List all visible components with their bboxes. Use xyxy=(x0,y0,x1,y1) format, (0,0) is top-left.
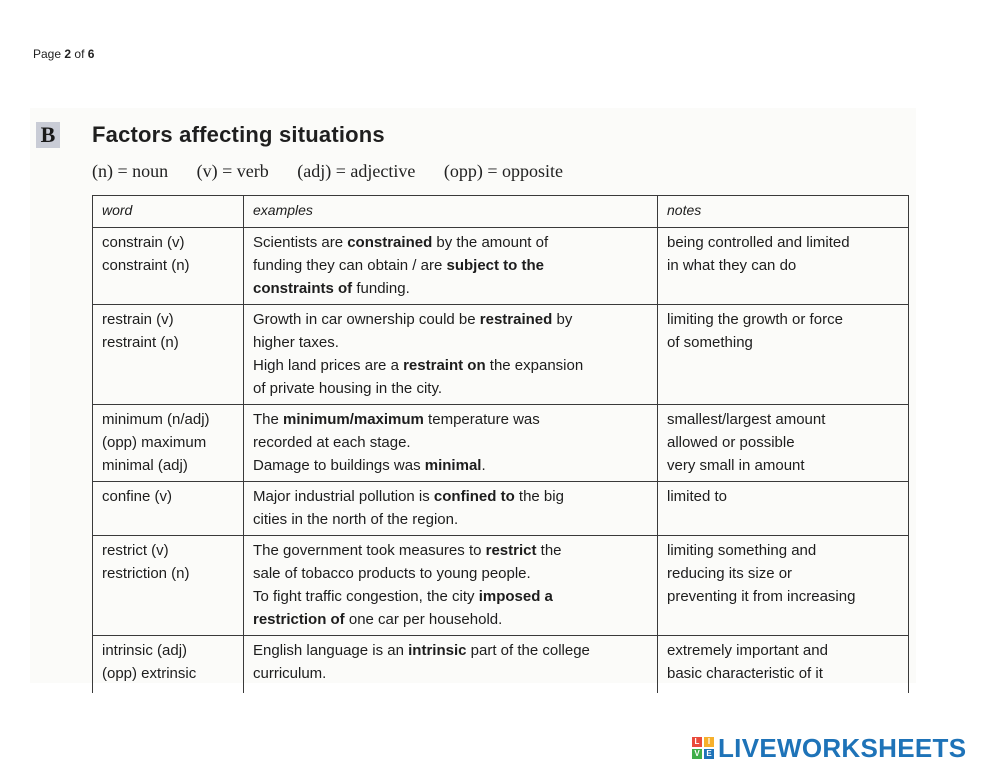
example-text: High land prices are a xyxy=(253,357,404,374)
logo-mark-tile: V xyxy=(692,749,702,759)
example-text: higher taxes. xyxy=(253,334,339,351)
example-text: Scientists are xyxy=(253,234,348,251)
word-line: confine (v) xyxy=(102,488,173,505)
word-line: (opp) extrinsic xyxy=(102,665,197,682)
word-line: restraint (n) xyxy=(102,334,179,351)
section-letter: B xyxy=(36,122,60,148)
header-word: word xyxy=(93,196,244,228)
example-text: The xyxy=(253,411,284,428)
note-line: extremely important and xyxy=(667,642,828,659)
word-cell xyxy=(93,405,244,482)
section-title: Factors affecting situations xyxy=(92,122,385,147)
table-body xyxy=(93,228,909,694)
word-cell xyxy=(93,228,244,305)
table-row xyxy=(93,636,909,694)
example-line xyxy=(253,377,648,400)
note-line: preventing it from increasing xyxy=(667,588,856,605)
note-line: smallest/largest amount xyxy=(667,411,826,428)
example-text: the xyxy=(536,542,562,559)
example-text: Damage to buildings was xyxy=(253,457,425,474)
legend-item: (n) = noun xyxy=(92,161,169,181)
example-line xyxy=(253,408,648,431)
example-line xyxy=(253,508,648,531)
example-text: . xyxy=(481,457,486,474)
word-line: (opp) maximum xyxy=(102,434,207,451)
word-cell xyxy=(93,305,244,405)
example-text: the big xyxy=(514,488,564,505)
notes-cell xyxy=(658,305,909,405)
word-cell xyxy=(93,536,244,636)
example-line xyxy=(253,231,648,254)
table-row xyxy=(93,536,909,636)
example-text: one car per household. xyxy=(344,611,503,628)
key-phrase: imposed a xyxy=(478,588,553,605)
key-phrase: subject to the xyxy=(446,257,544,274)
example-text: funding they can obtain / are xyxy=(253,257,447,274)
example-text: sale of tobacco products to young people. xyxy=(253,565,531,582)
example-line xyxy=(253,639,648,662)
vocabulary-table xyxy=(92,195,909,693)
examples-cell xyxy=(244,536,658,636)
examples-cell xyxy=(244,482,658,536)
key-phrase: restrict xyxy=(485,542,537,559)
key-phrase: confined to xyxy=(433,488,515,505)
example-text: by xyxy=(552,311,573,328)
note-line: in what they can do xyxy=(667,257,797,274)
example-text: curriculum. xyxy=(253,665,327,682)
table-header-row xyxy=(93,196,909,228)
notes-cell xyxy=(658,482,909,536)
example-line xyxy=(253,608,648,631)
word-line: restriction (n) xyxy=(102,565,190,582)
logo-mark-icon xyxy=(692,737,714,759)
note-line: being controlled and limited xyxy=(667,234,850,251)
key-phrase: minimum/maximum xyxy=(283,411,424,428)
examples-cell xyxy=(244,228,658,305)
example-line xyxy=(253,662,648,685)
example-line xyxy=(253,585,648,608)
example-line xyxy=(253,562,648,585)
example-text: recorded at each stage. xyxy=(253,434,411,451)
note-line: basic characteristic of it xyxy=(667,665,823,682)
example-line xyxy=(253,485,648,508)
example-text: Growth in car ownership could be xyxy=(253,311,480,328)
example-line xyxy=(253,277,648,300)
word-cell xyxy=(93,482,244,536)
notes-cell xyxy=(658,228,909,305)
note-line: limiting something and xyxy=(667,542,817,559)
example-text: To fight traffic congestion, the city xyxy=(253,588,479,605)
note-line: limited to xyxy=(667,488,728,505)
table-row xyxy=(93,305,909,405)
logo-mark-tile: I xyxy=(704,737,714,747)
note-line: very small in amount xyxy=(667,457,805,474)
word-line: constrain (v) xyxy=(102,234,185,251)
key-phrase: restrained xyxy=(479,311,553,328)
logo-mark-tile: E xyxy=(704,749,714,759)
page-of: of xyxy=(74,47,85,61)
example-text: funding. xyxy=(352,280,410,297)
legend-item: (adj) = adjective xyxy=(297,161,416,181)
notes-cell xyxy=(658,636,909,694)
header-examples: examples xyxy=(244,196,658,228)
example-text: English language is an xyxy=(253,642,409,659)
note-line: allowed or possible xyxy=(667,434,795,451)
liveworksheets-logo xyxy=(692,732,966,764)
example-line xyxy=(253,354,648,377)
word-line: minimal (adj) xyxy=(102,457,188,474)
example-line xyxy=(253,454,648,477)
example-text: temperature was xyxy=(423,411,540,428)
page-total: 6 xyxy=(87,47,95,61)
table-row xyxy=(93,228,909,305)
logo-mark-tile: L xyxy=(692,737,702,747)
page-prefix: Page xyxy=(33,47,62,61)
example-text: the expansion xyxy=(485,357,584,374)
notes-cell xyxy=(658,536,909,636)
logo-text: LIVEWORKSHEETS xyxy=(718,732,967,763)
example-text: by the amount of xyxy=(432,234,549,251)
key-phrase: minimal xyxy=(424,457,482,474)
key-phrase: constrained xyxy=(347,234,433,251)
example-line xyxy=(253,254,648,277)
key-phrase: restraint on xyxy=(403,357,486,374)
examples-cell xyxy=(244,636,658,694)
example-line xyxy=(253,331,648,354)
example-text: Major industrial pollution is xyxy=(253,488,434,505)
word-line: constraint (n) xyxy=(102,257,190,274)
examples-cell xyxy=(244,305,658,405)
table-row xyxy=(93,482,909,536)
example-line xyxy=(253,431,648,454)
table-row xyxy=(93,405,909,482)
notes-cell xyxy=(658,405,909,482)
header-notes: notes xyxy=(658,196,909,228)
word-line: intrinsic (adj) xyxy=(102,642,188,659)
scanned-page xyxy=(30,108,916,683)
word-cell xyxy=(93,636,244,694)
legend-item: (v) = verb xyxy=(196,161,269,181)
example-line xyxy=(253,308,648,331)
page-current: 2 xyxy=(64,47,72,61)
key-phrase: restriction of xyxy=(253,611,345,628)
legend-item: (opp) = opposite xyxy=(443,161,563,181)
example-text: The government took measures to xyxy=(253,542,486,559)
abbreviation-legend xyxy=(92,161,587,182)
example-line xyxy=(253,539,648,562)
example-text: part of the college xyxy=(466,642,590,659)
page-indicator xyxy=(33,47,94,61)
word-line: restrain (v) xyxy=(102,311,174,328)
word-line: minimum (n/adj) xyxy=(102,411,210,428)
key-phrase: constraints of xyxy=(253,280,353,297)
note-line: limiting the growth or force xyxy=(667,311,843,328)
word-line: restrict (v) xyxy=(102,542,169,559)
note-line: of something xyxy=(667,334,753,351)
note-line: reducing its size or xyxy=(667,565,793,582)
example-text: cities in the north of the region. xyxy=(253,511,459,528)
examples-cell xyxy=(244,405,658,482)
example-text: of private housing in the city. xyxy=(253,380,442,397)
key-phrase: intrinsic xyxy=(408,642,467,659)
